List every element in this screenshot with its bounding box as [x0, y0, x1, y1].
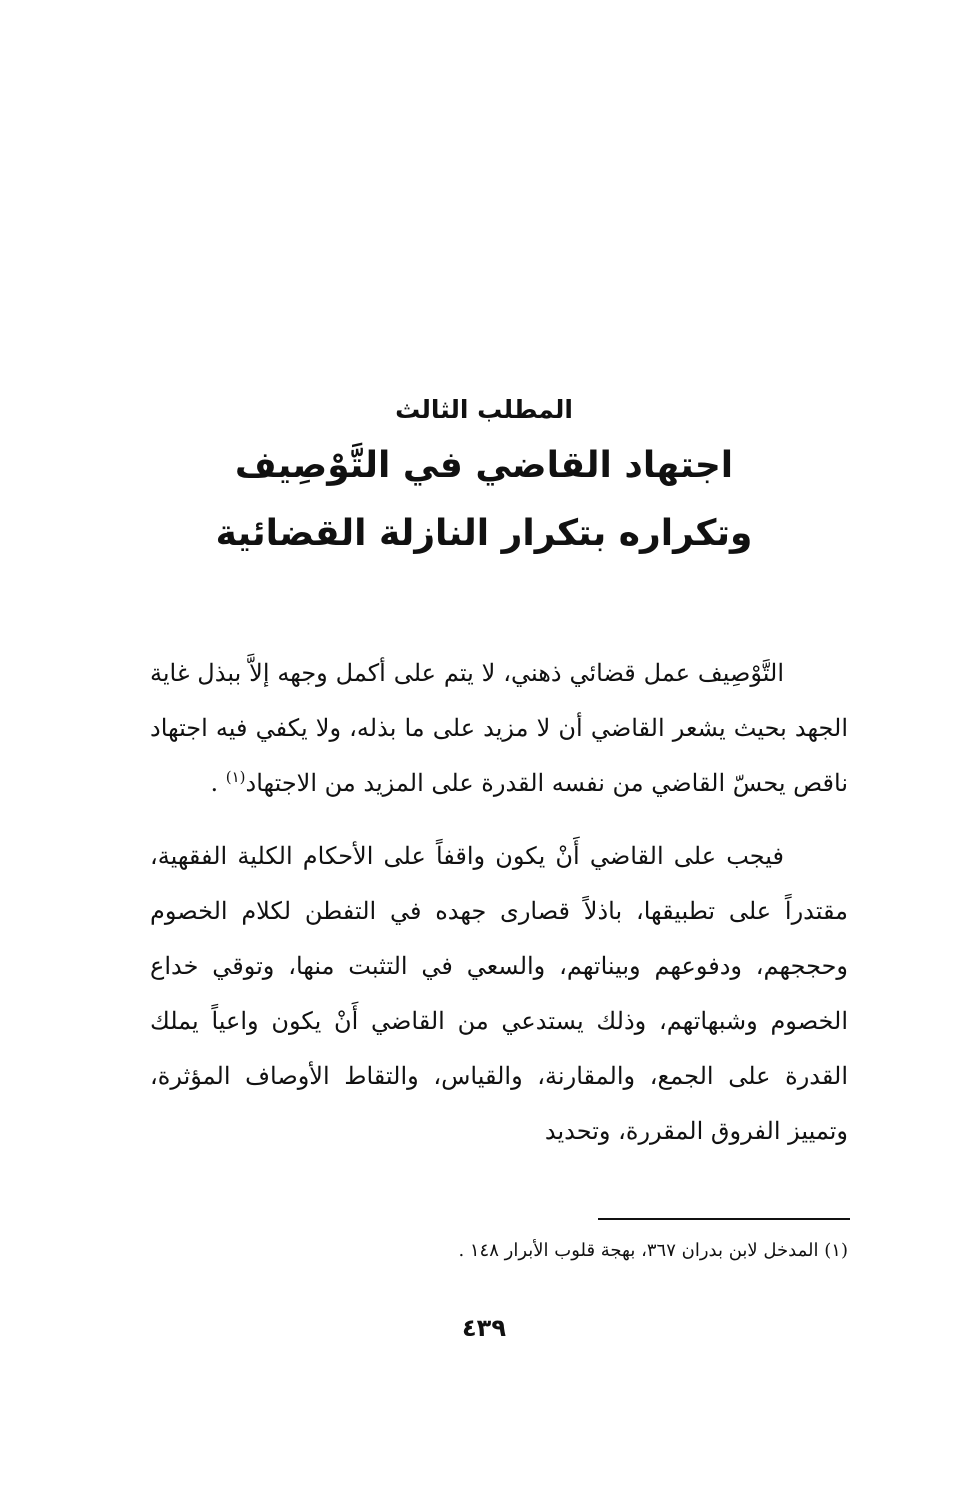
footnote-reference[interactable]: (١) — [225, 768, 246, 786]
footnote-text: المدخل لابن بدران ٣٦٧، بهجة قلوب الأبرار ١٤٨ . — [458, 1240, 819, 1261]
paragraph-1 — [150, 646, 848, 811]
paragraph-1-end: . — [210, 769, 226, 797]
body-text — [150, 646, 848, 1159]
footnote-divider — [598, 1218, 850, 1220]
section-heading — [0, 388, 968, 568]
page-number: ٤٣٩ — [462, 1314, 506, 1342]
footnote-number: (١) — [824, 1240, 848, 1261]
title-line-1: اجتهاد القاضي في التَّوْصِيف — [234, 445, 734, 486]
paragraph-1-text: التَّوْصِيف عمل قضائي ذهني، لا يتم على أكمل وجهه إلاَّ ببذل غاية الجهد بحيث يشعر القاضي أن لا مزيد على ما بذله، ولا يكفي فيه اجتهاد ناقص يحسّ القاضي من نفسه القدرة على المزيد من الاجتهاد — [150, 659, 848, 797]
title-line-2: وتكراره بتكرار النازلة القضائية — [215, 513, 753, 554]
section-label: المطلب الثالث — [395, 395, 573, 424]
paragraph-2: فيجب على القاضي أَنْ يكون واقفاً على الأحكام الكلية الفقهية، مقتدراً على تطبيقها، باذلاً قصارى جهده في التفطن لكلام الخصوم وحججهم، ودفوعهم وبيناتهم، والسعي في التثبت منها، وتوقي خداع الخصوم وشبهاتهم، وذلك يستدعي من القاضي أَنْ يكون واعياً يملك القدرة على الجمع، والمقارنة، والقياس، والتقاط الأوصاف المؤثرة، وتمييز الفروق المقررة، وتحديد — [150, 842, 848, 1145]
footnote — [150, 1236, 848, 1266]
